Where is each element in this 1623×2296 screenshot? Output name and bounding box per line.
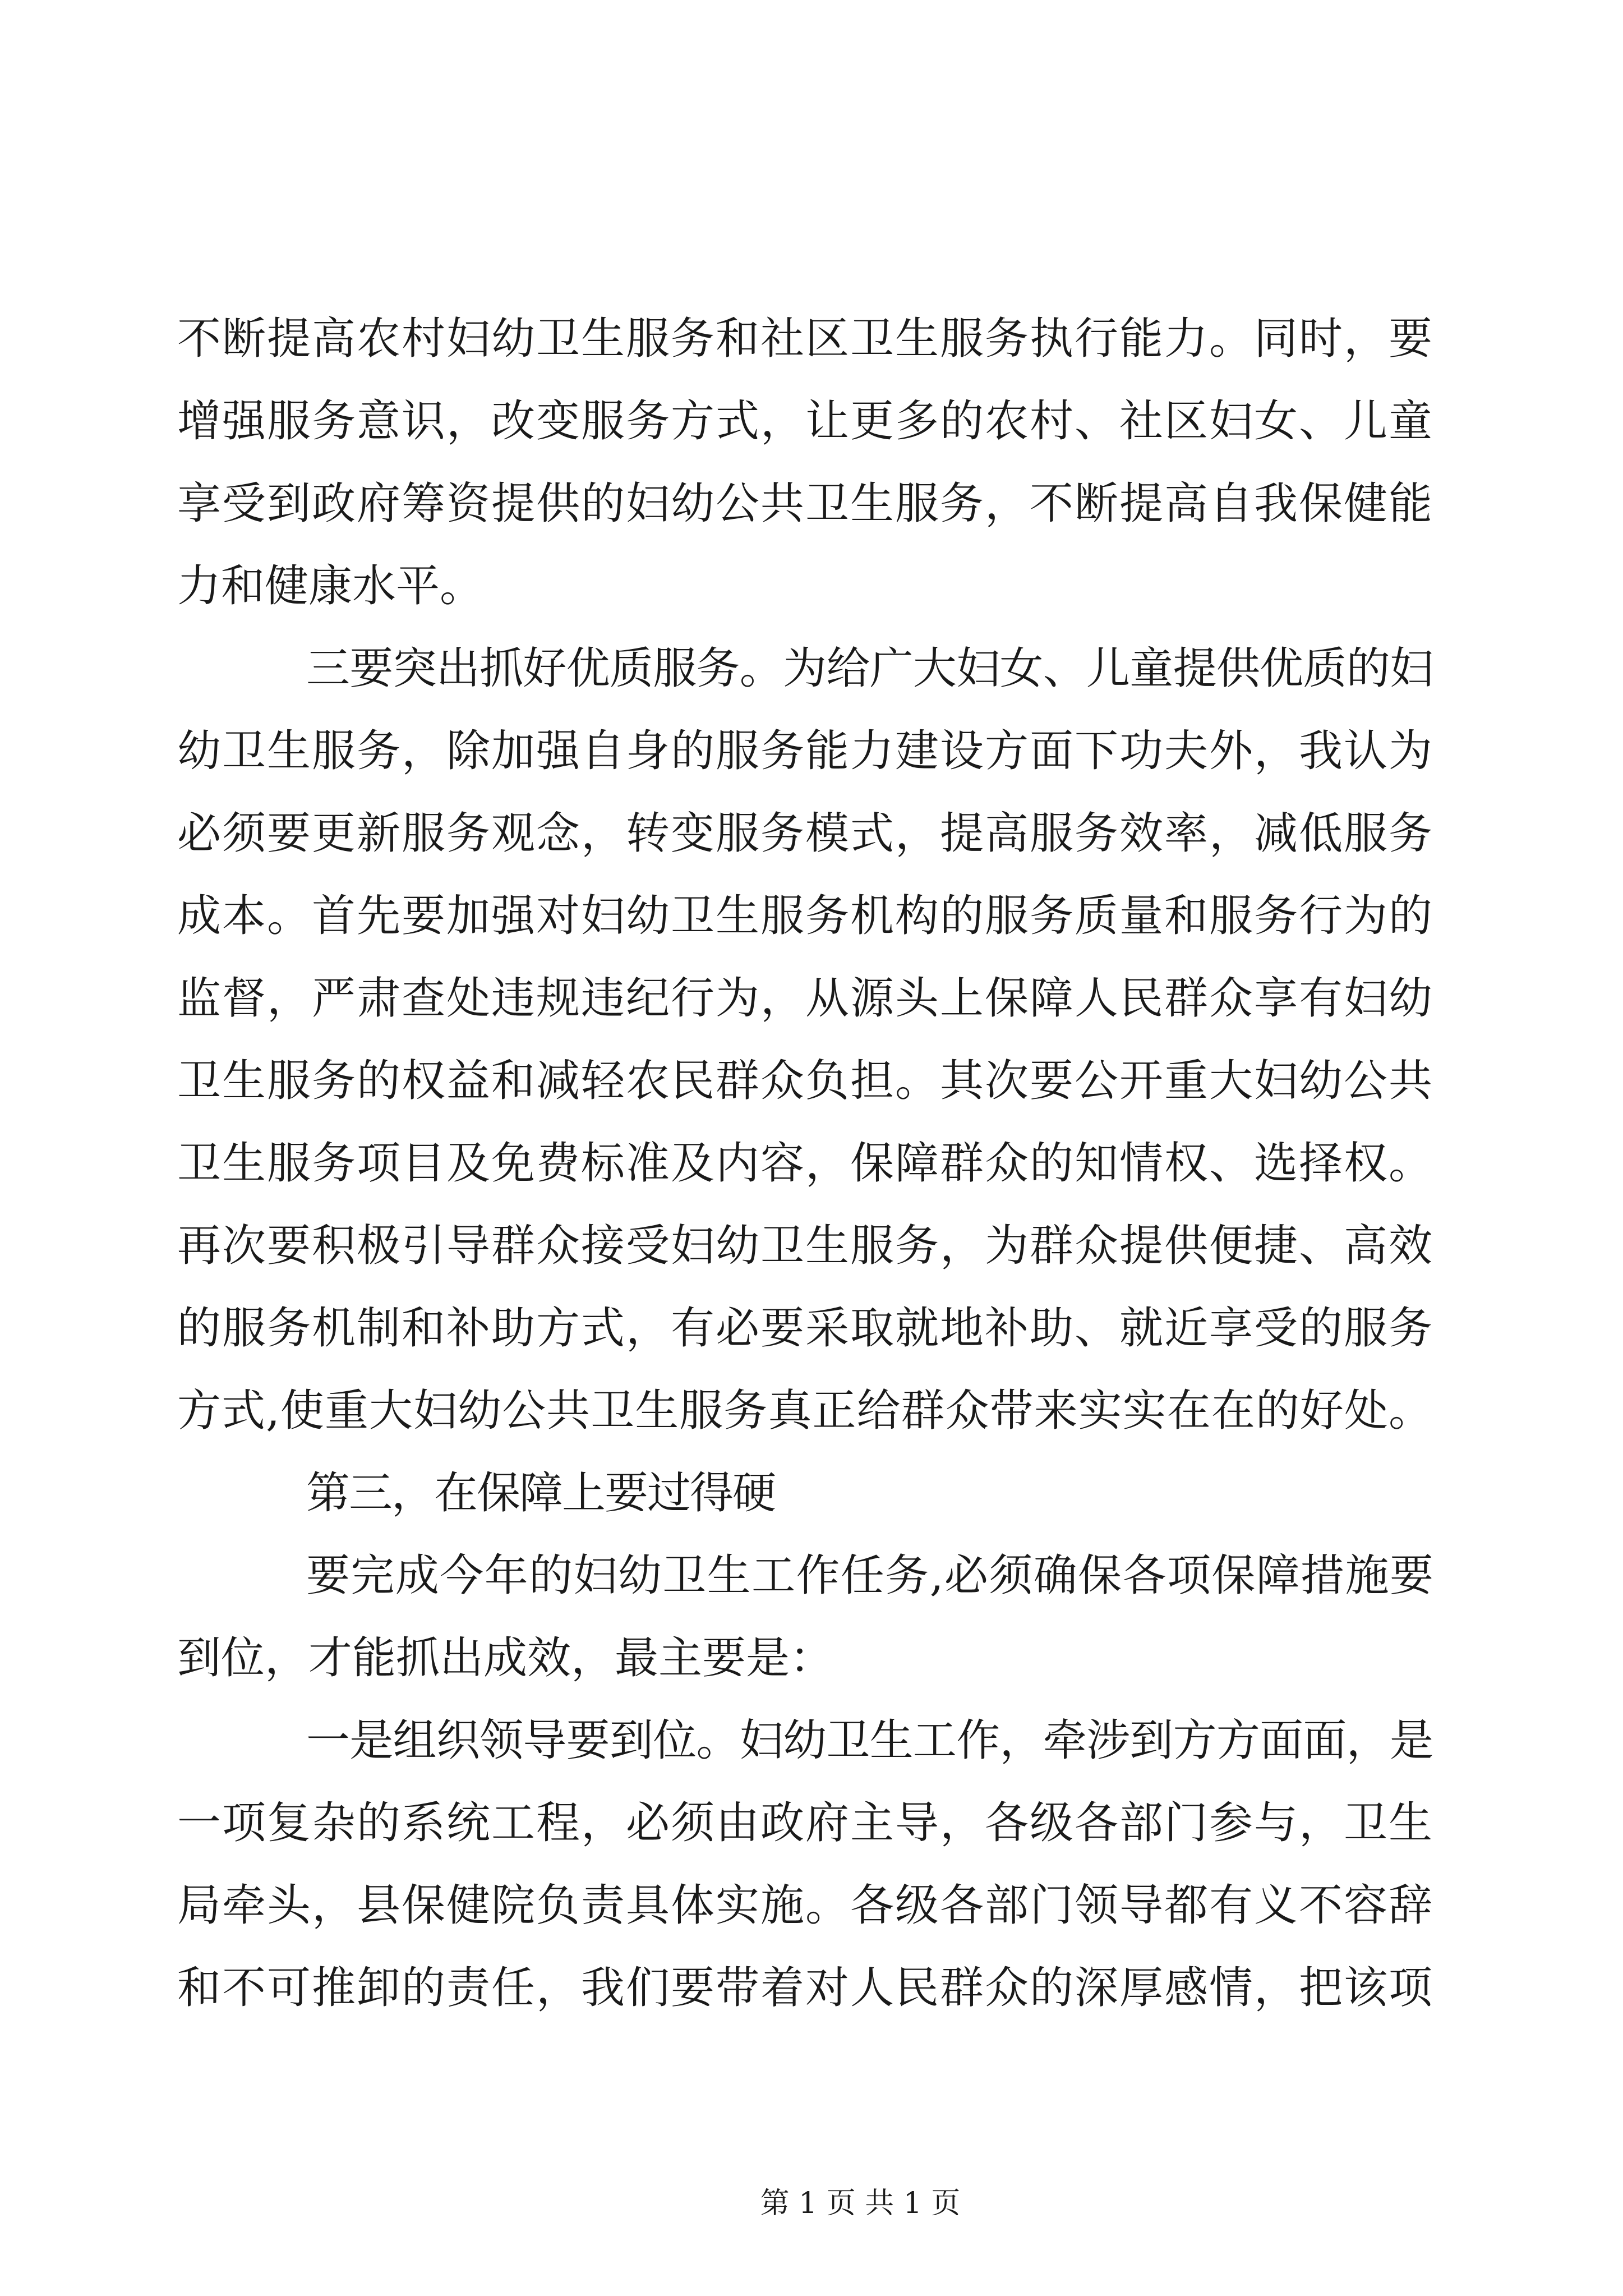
section-heading bbox=[177, 1452, 1432, 1535]
text-line: 要完成今年的妇幼卫生工作任务,必须确保各项保障措施要 bbox=[306, 1550, 1432, 1601]
text-line: 的服务机制和补助方式，有必要采取就地补助、就近享受的服务 bbox=[177, 1303, 1432, 1354]
text-line: 一项复杂的系统工程，必须由政府主导，各级各部门参与，卫生 bbox=[177, 1798, 1432, 1848]
text-line: 卫生服务的权益和减轻农民群众负担。其次要公开重大妇幼公共 bbox=[177, 1056, 1432, 1106]
text-line: 享受到政府筹资提供的妇幼公共卫生服务，不断提高自我保健能 bbox=[177, 478, 1432, 529]
text-line: 监督，严肃查处违规违纪行为，从源头上保障人民群众享有妇幼 bbox=[177, 973, 1432, 1024]
text-line: 卫生服务项目及免费标准及内容，保障群众的知情权、选择权。 bbox=[177, 1138, 1432, 1189]
text-line: 成本。首先要加强对妇幼卫生服务机构的服务质量和服务行为的 bbox=[177, 891, 1432, 941]
text-line: 到位，才能抓出成效，最主要是： bbox=[177, 1633, 834, 1683]
text-line: 三要突出抓好优质服务。为给广大妇女、儿童提供优质的妇 bbox=[306, 643, 1432, 694]
text-line: 一是组织领导要到位。妇幼卫生工作，牵涉到方方面面，是 bbox=[306, 1715, 1432, 1766]
text-line: 增强服务意识，改变服务方式，让更多的农村、社区妇女、儿童 bbox=[177, 396, 1432, 447]
page-footer: 第 1 页 共 1 页 bbox=[760, 2187, 961, 2220]
paragraph bbox=[177, 1700, 1432, 2030]
text-line: 第三，在保障上要过得硬 bbox=[306, 1468, 776, 1519]
paragraph bbox=[177, 298, 1432, 628]
text-line: 不断提高农村妇幼卫生服务和社区卫生服务执行能力。同时，要 bbox=[177, 314, 1432, 364]
document-body bbox=[177, 298, 1432, 2030]
text-line: 再次要积极引导群众接受妇幼卫生服务，为群众提供便捷、高效 bbox=[177, 1221, 1432, 1271]
text-line: 幼卫生服务，除加强自身的服务能力建设方面下功夫外，我认为 bbox=[177, 726, 1432, 776]
paragraph bbox=[177, 628, 1432, 1452]
text-line: 力和健康水平。 bbox=[177, 561, 484, 611]
text-line: 和不可推卸的责任，我们要带着对人民群众的深厚感情，把该项 bbox=[177, 1963, 1432, 2013]
text-line: 必须要更新服务观念，转变服务模式，提高服务效率，减低服务 bbox=[177, 808, 1432, 859]
text-line: 局牵头，县保健院负责具体实施。各级各部门领导都有义不容辞 bbox=[177, 1880, 1432, 1931]
text-line: 方式,使重大妇幼公共卫生服务真正给群众带来实实在在的好处。 bbox=[177, 1386, 1432, 1436]
paragraph bbox=[177, 1535, 1432, 1700]
